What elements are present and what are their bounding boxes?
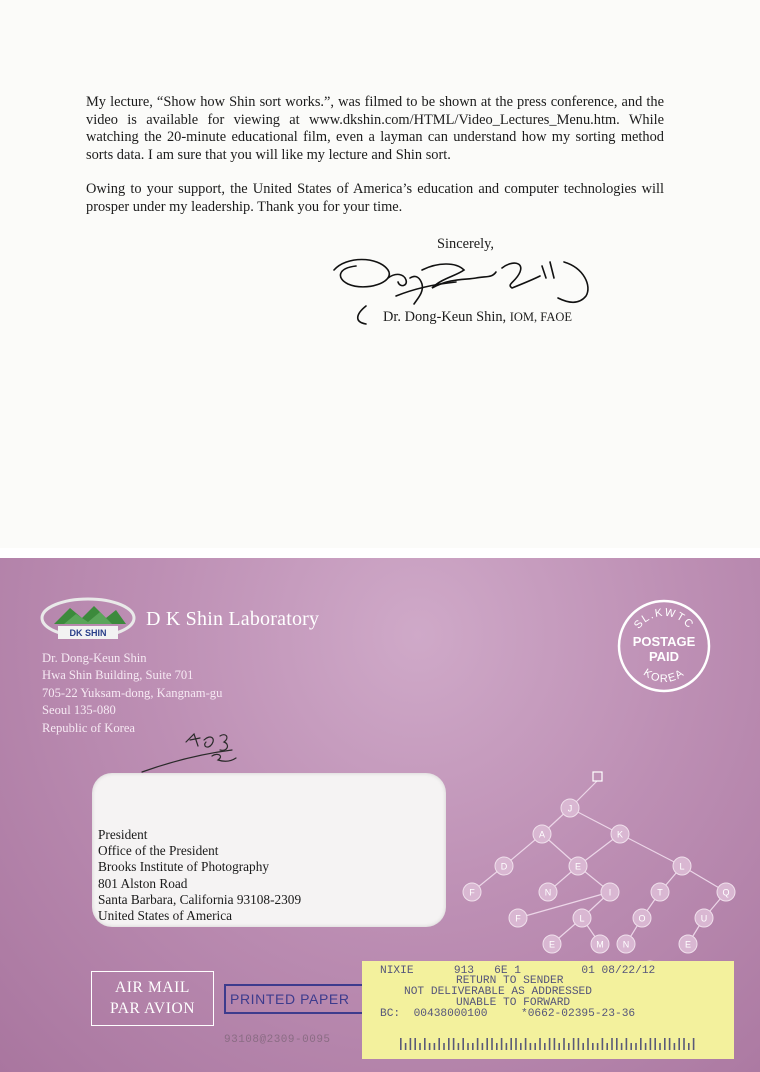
barcode-bar	[534, 1043, 536, 1050]
barcode-bar	[654, 1038, 656, 1050]
sort-tree-graphic	[460, 770, 750, 962]
barcode-bar	[582, 1043, 584, 1050]
svg-text:I: I	[608, 887, 612, 898]
svg-text:T: T	[657, 887, 663, 898]
barcode-bar	[510, 1038, 512, 1050]
barcode-bar	[515, 1038, 517, 1050]
stamp-bottom-text: KOREA	[641, 666, 687, 686]
svg-text:L: L	[679, 861, 685, 872]
envelope	[0, 558, 760, 1072]
stamp-postage: POSTAGE	[632, 634, 696, 649]
barcode-bar	[438, 1038, 440, 1050]
barcode-bar	[669, 1038, 671, 1050]
barcode-bar	[630, 1043, 632, 1050]
tree-edge	[620, 834, 682, 866]
stamp-paid: PAID	[648, 649, 680, 664]
recipient-line: Santa Barbara, California 93108-2309	[98, 891, 302, 907]
svg-text:F: F	[469, 887, 475, 898]
barcode-bar	[419, 1043, 421, 1050]
svg-text:K: K	[616, 829, 624, 840]
barcode-bar	[554, 1038, 556, 1050]
barcode-bar	[635, 1043, 637, 1050]
tree-node	[633, 909, 651, 927]
tree-node	[495, 857, 513, 875]
barcode-bar	[688, 1043, 690, 1050]
barcode-bar	[578, 1038, 580, 1050]
svg-text:Q: Q	[722, 887, 730, 898]
barcode-bar	[405, 1043, 407, 1050]
tree-node	[569, 857, 587, 875]
svg-text:M: M	[596, 939, 604, 950]
tree-node	[611, 825, 629, 843]
barcode-bar	[563, 1038, 565, 1050]
lab-name: D K Shin Laboratory	[146, 608, 320, 630]
barcode-bar	[472, 1043, 474, 1050]
barcode-bar	[597, 1043, 599, 1050]
return-address-line: Dr. Dong-Keun Shin	[42, 651, 147, 665]
barcode-bar	[659, 1043, 661, 1050]
barcode-bar	[683, 1038, 685, 1050]
barcode-bar	[477, 1038, 479, 1050]
airmail-label: AIR MAIL	[115, 979, 190, 996]
letter-paragraph-2: Owing to your support, the United States of America’s education and computer technologies will prosper under my leadership. Thank you for your time.	[86, 181, 664, 215]
airmail-box	[91, 971, 214, 1026]
barcode-bar	[626, 1038, 628, 1050]
return-address-line: Hwa Shin Building, Suite 701	[42, 668, 194, 683]
barcode-bar	[606, 1043, 608, 1050]
stamp-top-text: SL.KWTC	[631, 606, 697, 632]
return-address-line: 705-22 Yuksam-dong, Kangnam-gu	[42, 685, 223, 700]
svg-text:N: N	[622, 939, 630, 950]
recipient-line: President	[98, 827, 148, 842]
barcode-bar	[678, 1038, 680, 1050]
barcode-bar	[544, 1043, 546, 1050]
tree-node	[679, 935, 697, 953]
barcode-bar	[592, 1043, 594, 1050]
logo-text: DK SHIN	[69, 628, 107, 638]
tree-node	[601, 883, 619, 901]
svg-text:E: E	[684, 939, 692, 950]
printed-paper-stamp: PRINTED PAPER	[224, 984, 374, 1014]
barcode-bar	[558, 1043, 560, 1050]
barcode-bar	[453, 1038, 455, 1050]
barcode-bar	[650, 1038, 652, 1050]
svg-text:E: E	[574, 861, 582, 872]
barcode-bar	[410, 1038, 412, 1050]
barcode-bar	[587, 1038, 589, 1050]
barcode-bar	[482, 1043, 484, 1050]
barcode-bar	[530, 1043, 532, 1050]
barcode-number: 93108@2309-0095	[224, 1034, 331, 1046]
barcode-bar	[520, 1043, 522, 1050]
dk-shin-logo	[40, 596, 136, 642]
barcode-bar	[448, 1038, 450, 1050]
barcode-bar	[616, 1038, 618, 1050]
label-not-deliverable: NOT DELIVERABLE AS ADDRESSED	[404, 986, 592, 998]
svg-text:A: A	[538, 829, 546, 840]
barcode-bar	[674, 1043, 676, 1050]
barcode-bar	[486, 1038, 488, 1050]
tree-node	[573, 909, 591, 927]
label-nixie-row: NIXIE 913 6E 1 01 08/22/12	[380, 965, 656, 977]
page-divider	[0, 548, 760, 558]
barcode-bar	[573, 1038, 575, 1050]
barcode-bar	[400, 1038, 402, 1050]
svg-text:D: D	[500, 861, 508, 872]
barcode-bar	[501, 1038, 503, 1050]
svg-text:N: N	[544, 887, 552, 898]
handwritten-mark	[140, 728, 250, 776]
label-unable-to-forward: UNABLE TO FORWARD	[456, 997, 571, 1009]
return-address-line: Republic of Korea	[42, 720, 136, 735]
svg-text:E: E	[548, 939, 556, 950]
signer-line	[383, 309, 572, 326]
svg-text:KOREA	[641, 667, 687, 685]
barcode-bar	[491, 1038, 493, 1050]
tree-root-marker	[593, 772, 602, 781]
barcode-bar	[640, 1038, 642, 1050]
letter-body	[86, 94, 664, 234]
barcode-bar	[462, 1038, 464, 1050]
barcode-bar	[568, 1043, 570, 1050]
barcode-bar	[539, 1038, 541, 1050]
tree-node	[695, 909, 713, 927]
svg-text:U: U	[700, 913, 708, 924]
tree-node	[509, 909, 527, 927]
barcode-bar	[414, 1038, 416, 1050]
tree-node	[617, 935, 635, 953]
postage-paid-stamp	[616, 598, 712, 694]
barcode-bar	[611, 1038, 613, 1050]
signer-credentials: IOM, FAOE	[509, 310, 573, 324]
return-address	[42, 650, 222, 737]
tree-node	[533, 825, 551, 843]
svg-text:L: L	[579, 913, 585, 924]
barcode-bar	[645, 1043, 647, 1050]
svg-text:J: J	[567, 803, 573, 814]
tree-node	[543, 935, 561, 953]
barcode-bar	[429, 1043, 431, 1050]
signer-name: Dr. Dong-Keun Shin,	[383, 309, 507, 325]
barcode-bar	[664, 1038, 666, 1050]
tree-node	[651, 883, 669, 901]
return-to-sender-label	[362, 961, 734, 1059]
barcode-bar	[458, 1043, 460, 1050]
recipient-address	[98, 827, 301, 924]
tree-node	[591, 935, 609, 953]
tree-node	[673, 857, 691, 875]
recipient-line: Office of the President	[98, 843, 219, 859]
tree-node	[717, 883, 735, 901]
label-return-to-sender: RETURN TO SENDER	[456, 975, 564, 987]
barcode-bar	[549, 1038, 551, 1050]
barcode-bar	[467, 1043, 469, 1050]
barcode-bar	[602, 1038, 604, 1050]
letter-closing: Sincerely,	[437, 236, 495, 252]
recipient-line: United States of America	[98, 908, 233, 924]
recipient-line: Brooks Institute of Photography	[98, 859, 270, 875]
par-avion-label: PAR AVION	[109, 1000, 196, 1017]
recipient-line: 801 Alston Road	[98, 875, 188, 891]
barcode-bar	[693, 1038, 695, 1050]
tree-node	[463, 883, 481, 901]
barcode-bar	[434, 1043, 436, 1050]
barcode-bar	[424, 1038, 426, 1050]
barcode-bar	[621, 1043, 623, 1050]
barcode-bar	[506, 1043, 508, 1050]
label-bc-row: BC: 00438000100 *0662-02395-23-36	[380, 1008, 636, 1020]
tree-node	[561, 799, 579, 817]
return-address-line: Seoul 135-080	[42, 703, 116, 718]
letter-paragraph-1: My lecture, “Show how Shin sort works.”, was filmed to be shown at the press conference, and the video is available for viewing at www.dkshin.com/HTML/Video_Lectures_Menu.htm. While watching the 20-minute educational film, even a layman can understand how my sorting method sorts data. I am sure that you will like my lecture and Shin sort.	[86, 94, 664, 163]
barcode-bar	[496, 1043, 498, 1050]
tree-node	[539, 883, 557, 901]
barcode-bar	[443, 1043, 445, 1050]
barcode-bar	[525, 1038, 527, 1050]
svg-text:SL.KWTC	[632, 607, 696, 632]
svg-text:F: F	[515, 913, 521, 924]
postal-barcode	[400, 1037, 700, 1051]
svg-text:O: O	[638, 913, 646, 924]
